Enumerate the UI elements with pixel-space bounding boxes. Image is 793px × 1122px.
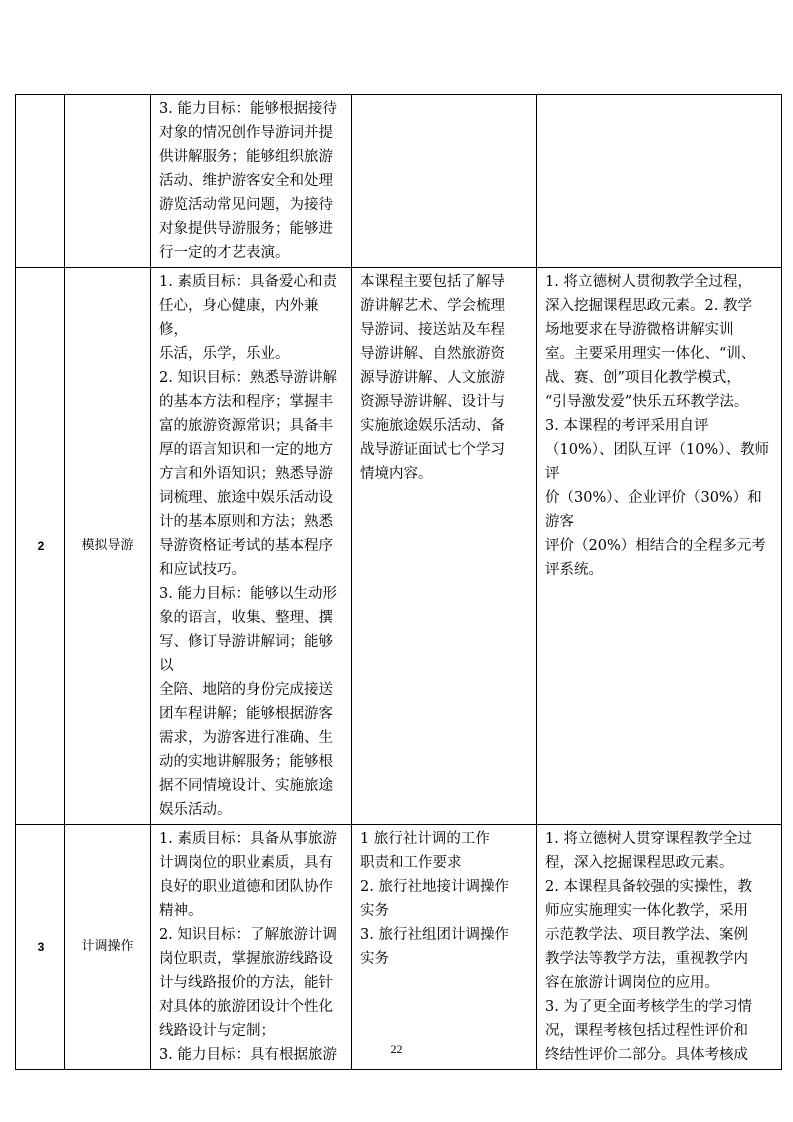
objective-line: 象的语言，收集、整理、撰 xyxy=(159,610,333,626)
teaching-requirements xyxy=(537,268,782,825)
requirement-line: 评价（20%）相结合的全程多元考 xyxy=(545,538,766,554)
objective-line: 导游资格证考试的基本程序 xyxy=(159,538,333,554)
requirement-line: 示范教学法、项目教学法、案例 xyxy=(545,927,748,943)
requirement-line: 程，深入挖掘课程思政元素。 xyxy=(545,855,734,871)
requirement-line: 战、赛、创”项目化教学模式， xyxy=(545,370,741,386)
objective-line: 需求，为游客进行准确、生 xyxy=(159,730,333,746)
objective-line: 精神。 xyxy=(159,903,203,919)
objective-line: 岗位职责，掌握旅游线路设 xyxy=(159,951,333,967)
objective-line: 1. 素质目标：具备从事旅游 xyxy=(159,831,337,847)
content-line: 战导游证面试七个学习 xyxy=(360,442,505,458)
content-line: 3. 旅行社组团计调操作 xyxy=(360,927,509,943)
content-line: 源导游讲解、人文旅游 xyxy=(360,370,505,386)
teaching-requirements xyxy=(537,825,782,1070)
content-line: 1 旅行社计调的工作 xyxy=(360,831,490,847)
objective-line: 3. 能力目标：能够以生动形 xyxy=(159,586,337,602)
course-table xyxy=(15,94,782,1070)
course-content xyxy=(352,95,537,268)
course-content xyxy=(352,825,537,1070)
row-number: 3 xyxy=(16,825,65,1070)
content-line: 情境内容。 xyxy=(360,466,433,482)
requirement-line: 深入挖掘课程思政元素。2. 教学 xyxy=(545,298,752,314)
requirement-line: 2. 本课程具备较强的实操性，教 xyxy=(545,879,752,895)
table-row xyxy=(16,268,782,825)
teaching-requirements xyxy=(537,95,782,268)
objective-line: 计与线路报价的方法，能针 xyxy=(159,975,333,991)
content-line: 实施旅途娱乐活动、备 xyxy=(360,418,505,434)
requirement-line: 1. 将立德树人贯穿课程教学全过 xyxy=(545,831,752,847)
content-line: 游讲解艺术、学会梳理 xyxy=(360,298,505,314)
requirement-line: 1. 将立德树人贯彻教学全过程， xyxy=(545,274,752,290)
content-line: 本课程主要包括了解导 xyxy=(360,274,505,290)
objective-line: 行一定的才艺表演。 xyxy=(159,245,290,261)
requirement-line: 价（30%）、企业评价（30%）和游客 xyxy=(545,490,762,530)
objective-line: 计的基本原则和方法；熟悉 xyxy=(159,514,333,530)
objective-line: 富的旅游资源常识；具备丰 xyxy=(159,418,333,434)
row-number xyxy=(16,95,65,268)
objective-line: 3. 能力目标：具有根据旅游 xyxy=(159,1047,337,1063)
objective-line: 全陪、地陪的身份完成接送 xyxy=(159,682,333,698)
course-name: 计调操作 xyxy=(65,825,151,1070)
requirement-line: “引导激发爱”快乐五环教学法。 xyxy=(545,394,749,410)
objective-line: 方言和外语知识；熟悉导游 xyxy=(159,466,333,482)
objective-line: 活动、维护游客安全和处理 xyxy=(159,173,333,189)
objective-line: 线路设计与定制； xyxy=(159,1023,275,1039)
objective-line: 写、修订导游讲解词；能够以 xyxy=(159,634,333,674)
row-number: 2 xyxy=(16,268,65,825)
objective-line: 据不同情境设计、实施旅途 xyxy=(159,778,333,794)
requirement-line: 终结性评价二部分。具体考核成 xyxy=(545,1047,748,1063)
objective-line: 厚的语言知识和一定的地方 xyxy=(159,442,333,458)
course-objectives xyxy=(151,95,352,268)
objective-line: 供讲解服务；能够组织旅游 xyxy=(159,149,333,165)
objective-line: 良好的职业道德和团队协作 xyxy=(159,879,333,895)
content-line: 2. 旅行社地接计调操作 xyxy=(360,879,509,895)
requirement-line: 3. 本课程的考评采用自评 xyxy=(545,418,709,434)
requirement-line: 况，课程考核包括过程性评价和 xyxy=(545,1023,748,1039)
content-line: 导游讲解、自然旅游资 xyxy=(360,346,505,362)
table-row xyxy=(16,95,782,268)
requirement-line: 室。主要采用理实一体化、“训、 xyxy=(545,346,756,362)
content-line: 导游词、接送站及车程 xyxy=(360,322,505,338)
objective-line: 词梳理、旅途中娱乐活动设 xyxy=(159,490,333,506)
objective-line: 乐活，乐学，乐业。 xyxy=(159,346,290,362)
objective-line: 动的实地讲解服务；能够根 xyxy=(159,754,333,770)
objective-line: 的基本方法和程序；掌握丰 xyxy=(159,394,333,410)
page-number: 22 xyxy=(390,1042,403,1056)
objective-line: 2. 知识目标：了解旅游计调 xyxy=(159,927,337,943)
requirement-line: 容在旅游计调岗位的应用。 xyxy=(545,975,719,991)
requirement-line: （10%）、团队互评（10%）、教师评 xyxy=(545,442,769,482)
objective-line: 游览活动常见问题，为接待 xyxy=(159,197,333,213)
course-content xyxy=(352,268,537,825)
objective-line: 计调岗位的职业素质，具有 xyxy=(159,855,333,871)
objective-line: 1. 素质目标：具备爱心和责 xyxy=(159,274,337,290)
requirement-line: 评系统。 xyxy=(545,562,603,578)
requirement-line: 师应实施理实一体化教学，采用 xyxy=(545,903,748,919)
objective-line: 团车程讲解；能够根据游客 xyxy=(159,706,333,722)
objective-line: 任心，身心健康，内外兼修， xyxy=(159,298,319,338)
content-line: 实务 xyxy=(360,903,389,919)
course-name xyxy=(65,95,151,268)
objective-line: 对象的情况创作导游词并提 xyxy=(159,125,333,141)
content-line: 实务 xyxy=(360,951,389,967)
requirement-line: 教学法等教学方法，重视教学内 xyxy=(545,951,748,967)
objective-line: 3. 能力目标：能够根据接待 xyxy=(159,101,337,117)
course-objectives xyxy=(151,268,352,825)
requirement-line: 场地要求在导游微格讲解实训 xyxy=(545,322,734,338)
course-name: 模拟导游 xyxy=(65,268,151,825)
objective-line: 2. 知识目标：熟悉导游讲解 xyxy=(159,370,337,386)
objective-line: 和应试技巧。 xyxy=(159,562,246,578)
objective-line: 娱乐活动。 xyxy=(159,802,232,818)
content-line: 职责和工作要求 xyxy=(360,855,462,871)
objective-line: 对象提供导游服务；能够进 xyxy=(159,221,333,237)
objective-line: 对具体的旅游团设计个性化 xyxy=(159,999,333,1015)
requirement-line: 3. 为了更全面考核学生的学习情 xyxy=(545,999,752,1015)
table-row xyxy=(16,825,782,1070)
content-line: 资源导游讲解、设计与 xyxy=(360,394,505,410)
course-objectives xyxy=(151,825,352,1070)
